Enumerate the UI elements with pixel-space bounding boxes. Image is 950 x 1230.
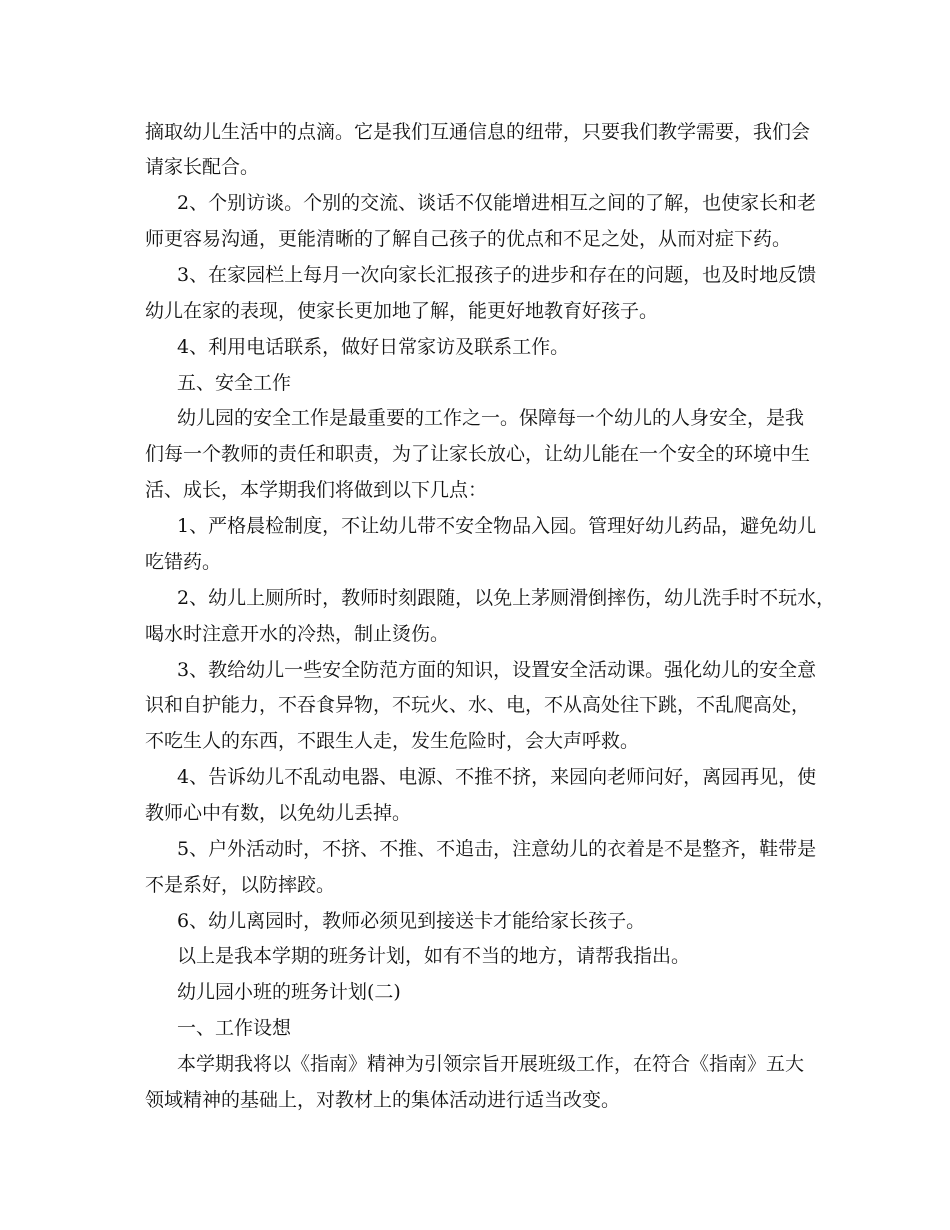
text-line: 们每一个教师的责任和职责，为了让家长放心，让幼儿能在一个安全的环境中生	[145, 443, 811, 465]
text-line: 幼儿在家的表现，使家长更加地了解，能更好地教育好孩子。	[145, 300, 659, 322]
text-line: 教师心中有数，以免幼儿丢掉。	[145, 802, 412, 824]
text-line: 本学期我将以《指南》精神为引领宗旨开展班级工作，在符合《指南》五大	[177, 1053, 805, 1075]
text-line: 2、个别访谈。个别的交流、谈话不仅能增进相互之间的了解，也使家长和老	[177, 192, 817, 214]
text-line: 以上是我本学期的班务计划，如有不当的地方，请帮我指出。	[177, 945, 691, 967]
document-subtitle: 幼儿园小班的班务计划(二)	[177, 981, 401, 1003]
text-line: 活、成长，本学期我们将做到以下几点：	[145, 479, 488, 501]
text-line: 6、幼儿离园时，教师必须见到接送卡才能给家长孩子。	[177, 910, 646, 932]
section-heading: 五、安全工作	[177, 372, 292, 394]
text-line: 领域精神的基础上，对教材上的集体活动进行适当改变。	[145, 1089, 621, 1111]
text-line: 不吃生人的东西，不跟生人走，发生危险时，会大声呼救。	[145, 730, 640, 752]
text-line: 5、户外活动时，不挤、不推、不追击，注意幼儿的衣着是不是整齐，鞋带是	[177, 838, 817, 860]
text-line: 3、在家园栏上每月一次向家长汇报孩子的进步和存在的问题，也及时地反馈	[177, 264, 817, 286]
text-line: 师更容易沟通，更能清晰的了解自己孩子的优点和不足之处，从而对症下药。	[145, 228, 792, 250]
text-line: 吃错药。	[145, 551, 222, 573]
text-line: 4、利用电话联系，做好日常家访及联系工作。	[177, 336, 570, 358]
text-line: 2、幼儿上厕所时，教师时刻跟随，以免上茅厕滑倒摔伤，幼儿洗手时不玩水，	[177, 587, 836, 609]
text-line: 喝水时注意开水的冷热，制止烫伤。	[145, 623, 450, 645]
text-line: 不是系好，以防摔跤。	[145, 874, 336, 896]
text-line: 摘取幼儿生活中的点滴。它是我们互通信息的纽带，只要我们教学需要，我们会	[145, 121, 811, 143]
text-line: 识和自护能力，不吞食异物，不玩火、水、电，不从高处往下跳，不乱爬高处，	[145, 694, 811, 716]
text-line: 请家长配合。	[145, 156, 260, 178]
text-line: 1、严格晨检制度，不让幼儿带不安全物品入园。管理好幼儿药品，避免幼儿	[177, 515, 817, 537]
text-line: 4、告诉幼儿不乱动电器、电源、不推不挤，来园向老师问好，离园再见，使	[177, 766, 817, 788]
text-line: 3、教给幼儿一些安全防范方面的知识，设置安全活动课。强化幼儿的安全意	[177, 659, 817, 681]
text-line: 幼儿园的安全工作是最重要的工作之一。保障每一个幼儿的人身安全，是我	[177, 407, 805, 429]
section-heading: 一、工作设想	[177, 1017, 292, 1039]
